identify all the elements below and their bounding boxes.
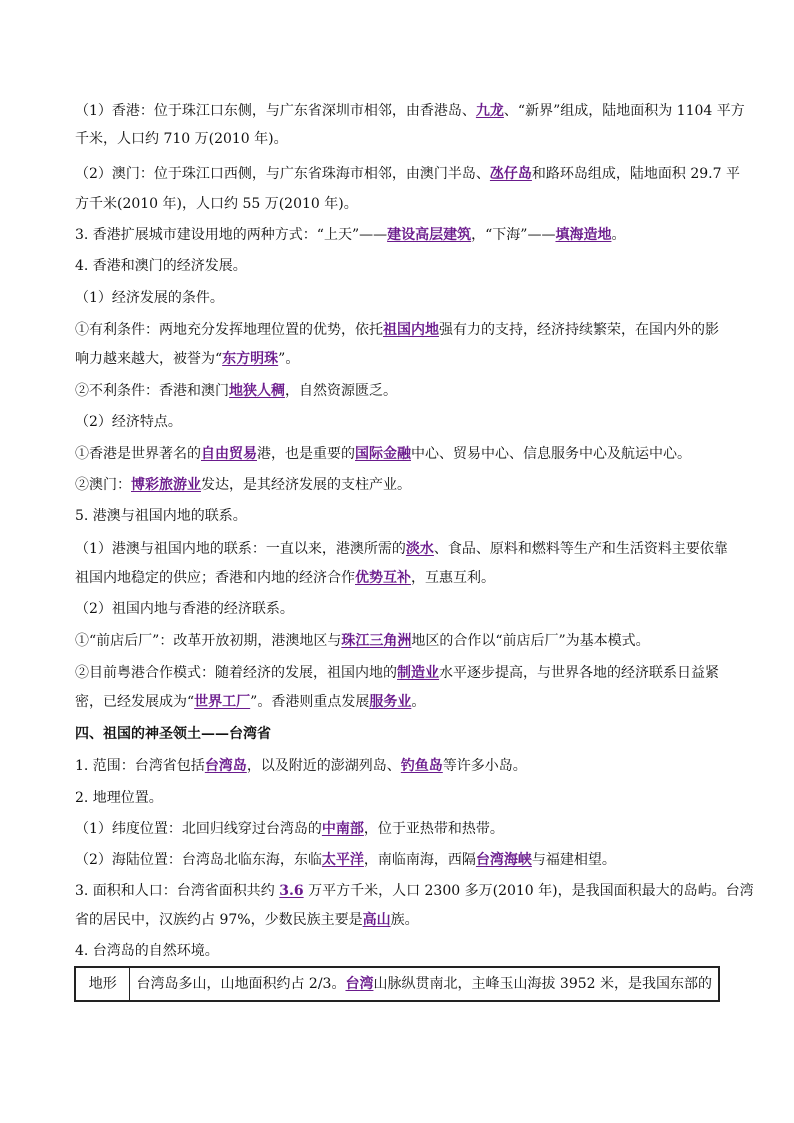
text: 3. 香港扩展城市建设用地的两种方式：“上天”——	[75, 227, 388, 243]
keyword: 高山	[362, 912, 391, 928]
paragraph-scope	[75, 756, 725, 776]
text: 族。	[390, 912, 419, 928]
text: ②目前粤港合作模式：随着经济的发展，祖国内地的	[75, 665, 397, 681]
text: ”。	[278, 351, 300, 367]
text: ②澳门：	[75, 477, 131, 493]
paragraph-sea-land	[75, 850, 725, 870]
text: ，互惠互利。	[411, 570, 495, 586]
text: 等许多小岛。	[442, 758, 527, 774]
text: 1. 范围：台湾省包括	[75, 758, 205, 774]
keyword: 优势互补	[355, 570, 411, 586]
text: （2）澳门：位于珠江口西侧，与广东省珠海市相邻，由澳门半岛、	[75, 166, 490, 182]
text: 水平逐步提高，与世界各地的经济联系日益紧	[439, 665, 719, 681]
text: 和路环岛组成，陆地面积 29.7 平	[531, 166, 740, 182]
text: ，“下海”——	[471, 227, 556, 243]
text: 、食品、原料和燃料等生产和生活资料主要依靠	[433, 541, 728, 557]
text: 台湾岛多山，山地面积约占 2/3。	[136, 976, 346, 992]
keyword: 世界工厂	[194, 694, 251, 710]
text: 。	[611, 227, 626, 243]
heading-location	[75, 788, 725, 808]
table-cell	[130, 967, 719, 1001]
paragraph-macau-features	[75, 475, 725, 495]
text: （1）纬度位置：北回归线穿过台湾岛的	[75, 821, 322, 837]
keyword: 钓鱼岛	[400, 758, 443, 774]
text: （1）经济发展的条件。	[75, 290, 224, 306]
keyword: 国际金融	[355, 446, 411, 462]
text: 4. 香港和澳门的经济发展。	[75, 258, 247, 274]
text: 万平方千米，人口 2300 多万(2010 年)，是我国面积最大的岛屿。台湾	[303, 883, 754, 899]
heading-natural-environment	[75, 941, 725, 961]
text: （1）香港：位于珠江口东侧，与广东省深圳市相邻，由香港岛、	[75, 103, 476, 119]
paragraph-links	[75, 539, 728, 559]
keyword: 台湾	[345, 976, 374, 992]
paragraph-cooperation-cont	[75, 692, 725, 712]
paragraph-cooperation	[75, 663, 725, 683]
text: 港，也是重要的	[257, 446, 355, 462]
text: ，位于亚热带和热带。	[363, 821, 504, 837]
text: 山脉纵贯南北，主峰玉山海拔 3952 米，是我国东部的	[373, 976, 712, 992]
paragraph-links-cont	[75, 568, 725, 588]
keyword: 东方明珠	[222, 351, 279, 367]
keyword: 博彩旅游业	[131, 477, 201, 493]
text: （2）经济特点。	[75, 414, 182, 430]
keyword: 祖国内地	[383, 322, 439, 338]
heading-economy	[75, 256, 725, 276]
paragraph-hongkong-cont	[75, 129, 725, 149]
text: 2. 地理位置。	[75, 790, 163, 806]
text: ①有利条件：两地充分发挥地理位置的优势，依托	[75, 322, 383, 338]
text: （2）海陆位置：台湾岛北临东海，东临	[75, 852, 322, 868]
text: （2）祖国内地与香港的经济联系。	[75, 601, 294, 617]
text: 、“新界”组成，陆地面积为 1104 平方	[503, 103, 745, 119]
heading-links	[75, 506, 725, 526]
keyword: 珠江三角洲	[341, 633, 412, 649]
section-heading-taiwan	[75, 724, 725, 744]
paragraph-favorable-cont	[75, 349, 725, 369]
text: （1）港澳与祖国内地的联系：一直以来，港澳所需的	[75, 541, 406, 557]
text: 4. 台湾岛的自然环境。	[75, 943, 219, 959]
keyword: 台湾岛	[204, 758, 247, 774]
text: 四、祖国的神圣领土——台湾省	[75, 726, 271, 742]
text: 5. 港澳与祖国内地的联系。	[75, 508, 247, 524]
paragraph-latitude	[75, 819, 725, 839]
subheading-features	[75, 412, 725, 432]
keyword: 3.6	[279, 883, 304, 899]
keyword: 太平洋	[321, 852, 364, 868]
text: 千米，人口约 710 万(2010 年)。	[75, 131, 288, 147]
table-row	[75, 967, 719, 1001]
paragraph-macau-cont	[75, 194, 725, 214]
text: ①香港是世界著名的	[75, 446, 201, 462]
paragraph-area-population-cont	[75, 910, 725, 930]
text: 祖国内地稳定的供应；香港和内地的经济合作	[75, 570, 355, 586]
keyword: 九龙	[475, 103, 504, 119]
paragraph-area-population	[75, 881, 754, 901]
paragraph-front-shop	[75, 631, 725, 651]
paragraph-hongkong	[75, 101, 745, 121]
text: ”。香港则重点发展	[250, 694, 370, 710]
text: 与福建相望。	[531, 852, 616, 868]
text: 密，已经发展成为“	[75, 694, 195, 710]
text: 中心、贸易中心、信息服务中心及航运中心。	[411, 446, 691, 462]
paragraph-macau	[75, 164, 740, 184]
keyword: 中南部	[321, 821, 364, 837]
text: 发达，是其经济发展的支柱产业。	[201, 477, 411, 493]
text: 。	[411, 694, 426, 710]
paragraph-unfavorable	[75, 381, 725, 401]
subheading-conditions	[75, 288, 725, 308]
text: ②不利条件：香港和澳门	[75, 383, 229, 399]
table-row-header: 地形	[75, 967, 130, 1001]
keyword: 台湾海峡	[475, 852, 532, 868]
keyword: 地狭人稠	[229, 383, 285, 399]
text: 强有力的支持，经济持续繁荣，在国内外的影	[439, 322, 719, 338]
text: ①“前店后厂”：改革开放初期，港澳地区与	[75, 633, 342, 649]
paragraph-favorable	[75, 320, 725, 340]
paragraph-land-expansion	[75, 225, 725, 245]
natural-environment-table	[74, 966, 720, 1002]
text: ，自然资源匮乏。	[285, 383, 397, 399]
text: 省的居民中，汉族约占 97%，少数民族主要是	[75, 912, 363, 928]
keyword: 填海造地	[555, 227, 612, 243]
text: 方千米(2010 年)，人口约 55 万(2010 年)。	[75, 196, 358, 212]
keyword: 氹仔岛	[489, 166, 532, 182]
keyword: 自由贸易	[201, 446, 257, 462]
paragraph-hk-features	[75, 444, 725, 464]
keyword: 淡水	[405, 541, 434, 557]
text: ，以及附近的澎湖列岛、	[246, 758, 401, 774]
keyword: 服务业	[369, 694, 412, 710]
subheading-mainland-hk	[75, 599, 725, 619]
keyword: 建设高层建筑	[387, 227, 472, 243]
text: 响力越来越大，被誉为“	[75, 351, 223, 367]
text: 3. 面积和人口：台湾省面积共约	[75, 883, 280, 899]
keyword: 制造业	[397, 665, 439, 681]
text: 地区的合作以“前店后厂”为基本模式。	[411, 633, 650, 649]
text: ，南临南海，西隔	[363, 852, 476, 868]
